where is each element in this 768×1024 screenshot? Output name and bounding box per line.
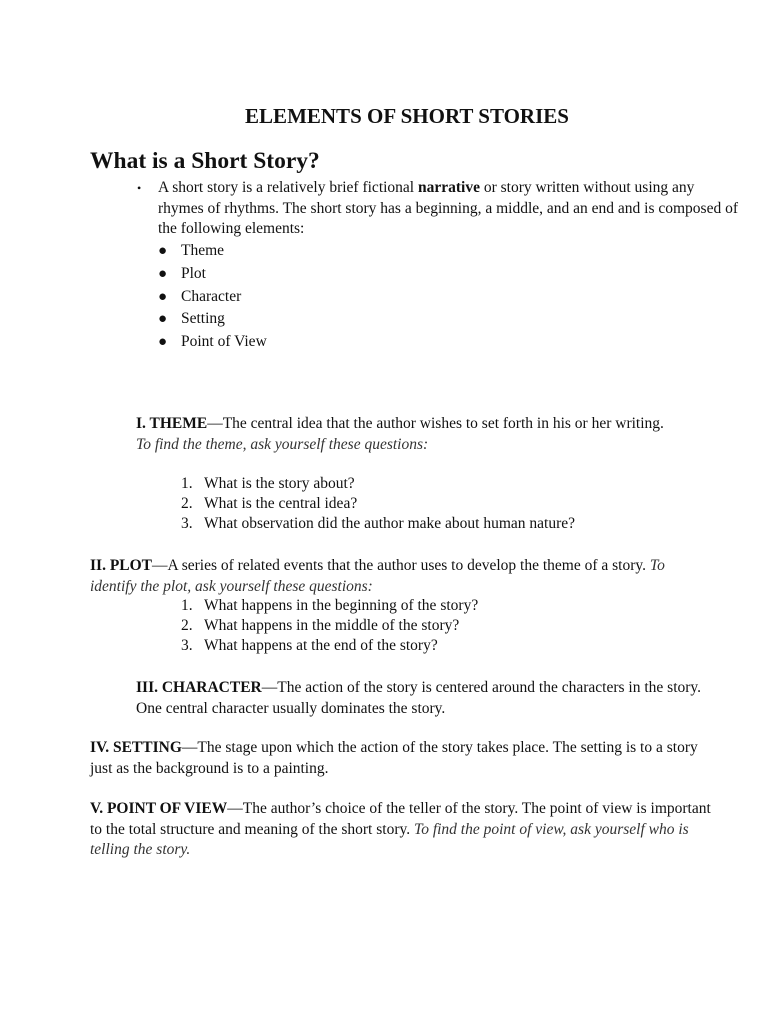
question-number: 1. xyxy=(181,597,193,614)
character-definition: —The action of the story is centered around the characters in the story. One central character usually dominates the story. xyxy=(136,679,702,717)
theme-label: I. THEME xyxy=(136,415,208,432)
question-text: What is the story about? xyxy=(204,475,355,492)
point-of-view-section xyxy=(90,799,720,861)
plot-label: II. PLOT xyxy=(90,557,153,574)
bullet-icon: ● xyxy=(158,265,168,282)
bullet-icon: ● xyxy=(158,334,168,351)
intro-text-a: A short story is a relatively brief fictional xyxy=(158,179,418,196)
question-text: What observation did the author make about human nature? xyxy=(204,515,576,533)
question-text: What is the central idea? xyxy=(204,495,358,513)
list-item xyxy=(158,308,267,331)
element-label: Setting xyxy=(181,310,225,328)
element-label: Character xyxy=(181,287,242,305)
question-number: 2. xyxy=(181,495,193,513)
question-number: 1. xyxy=(181,475,193,492)
list-item xyxy=(181,596,478,616)
list-item xyxy=(158,240,267,263)
list-item xyxy=(181,474,575,494)
bullet-icon: ● xyxy=(158,243,168,259)
intro-paragraph xyxy=(158,178,738,240)
question-number: 3. xyxy=(181,515,193,533)
elements-list xyxy=(158,240,267,354)
plot-prompt: To identify the plot, ask yourself these questions: xyxy=(90,557,665,595)
plot-definition: —A series of related events that the author uses to develop the theme of a story. xyxy=(152,557,650,574)
plot-questions xyxy=(181,596,478,657)
character-label: III. CHARACTER xyxy=(136,679,262,696)
list-item xyxy=(181,616,478,636)
question-number: 2. xyxy=(181,617,193,635)
section-heading: What is a Short Story? xyxy=(90,148,320,174)
point-of-view-label: V. POINT OF VIEW xyxy=(90,800,228,817)
intro-narrative-term: narrative xyxy=(418,179,480,196)
list-item xyxy=(181,636,478,656)
setting-section xyxy=(90,738,720,779)
intro-bullet: • xyxy=(137,181,142,195)
bullet-icon: ● xyxy=(158,288,168,305)
theme-section xyxy=(136,414,696,455)
question-text: What happens in the middle of the story? xyxy=(204,617,460,635)
element-label: Theme xyxy=(181,242,225,259)
point-of-view-definition: —The author’s choice of the teller of the story. The point of view is important to the total structure and meaning of the short story. xyxy=(90,800,711,838)
theme-prompt: To find the theme, ask yourself these questions: xyxy=(136,435,429,453)
setting-definition: —The stage upon which the action of the story takes place. The setting is to a story just as the background is to a painting. xyxy=(90,739,698,777)
list-item xyxy=(158,331,267,354)
list-item xyxy=(158,263,267,286)
question-text: What happens in the beginning of the story? xyxy=(204,597,479,614)
plot-section xyxy=(90,556,690,597)
question-text: What happens at the end of the story? xyxy=(204,637,438,655)
theme-definition: —The central idea that the author wishes to set forth in his or her writing. xyxy=(207,415,664,432)
list-item xyxy=(181,514,575,534)
bullet-icon: ● xyxy=(158,311,168,328)
list-item xyxy=(181,494,575,514)
theme-questions xyxy=(181,474,575,535)
point-of-view-prompt: To find the point of view, ask yourself who is telling the story. xyxy=(90,820,689,858)
question-number: 3. xyxy=(181,637,193,655)
element-label: Plot xyxy=(181,264,206,282)
intro-text-b: or story written without using any rhymes of rhythms. The short story has a beginning, a middle, and an end and is composed of the following elements: xyxy=(158,179,738,237)
character-section xyxy=(136,678,716,719)
setting-label: IV. SETTING xyxy=(90,739,182,756)
document-title: ELEMENTS OF SHORT STORIES xyxy=(245,104,569,128)
element-label: Point of View xyxy=(181,333,267,351)
list-item xyxy=(158,286,267,309)
